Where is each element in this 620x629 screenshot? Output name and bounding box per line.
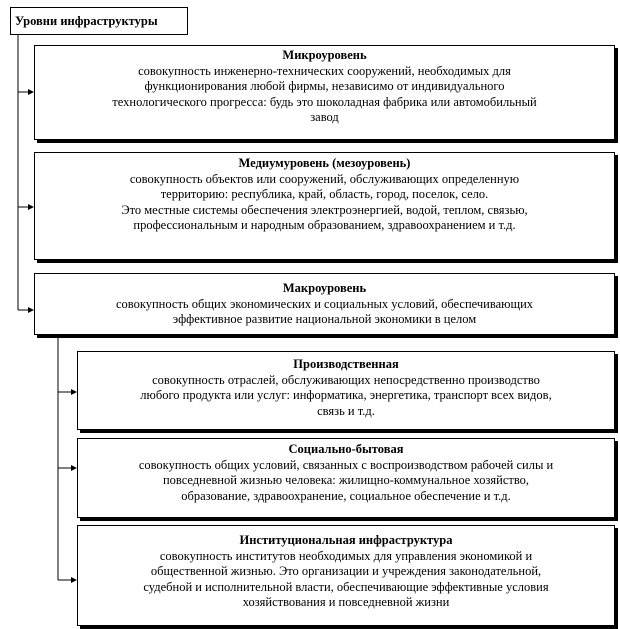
node-line: образование, здравоохранение, социальное обеспечение и т.д. — [181, 488, 511, 503]
node-institutional — [77, 525, 615, 626]
node-line: Это местные системы обеспечения электроэнергией, водой, теплом, связью, — [121, 202, 528, 217]
node-medium — [34, 152, 615, 260]
node-line: совокупность отраслей, обслуживающих непосредственно производство — [152, 372, 540, 387]
node-title: Медиумуровень (мезоуровень) — [238, 156, 411, 170]
node-line: функционирования любой фирмы, независимо от индивидуального — [144, 79, 505, 93]
node-line: территорию: республика, край, область, город, поселок, село. — [160, 187, 489, 201]
node-line: общественной жизнью. Это организации и учреждения законодательной, — [150, 564, 542, 578]
node-line: хозяйствования и повседневной жизни — [242, 595, 450, 609]
node-line: технологического прогресса: будь это шоколадная фабрика или автомобильный — [112, 94, 537, 109]
node-line: совокупность инженерно-технических сооружений, необходимых для — [138, 63, 511, 78]
node-social — [77, 438, 615, 518]
node-line: повседневной жизнью человека: жилищно-коммунальное хозяйство, — [162, 473, 530, 487]
node-line: совокупность объектов или сооружений, обслуживающих определенную — [129, 171, 520, 186]
node-title: Социально-бытовая — [288, 442, 404, 456]
node-line: совокупность общих условий, связанных с воспроизводством рабочей силы и — [138, 457, 554, 472]
node-title: Макроуровень — [282, 281, 367, 295]
node-line: совокупность общих экономических и социальных условий, обеспечивающих — [115, 296, 534, 311]
node-title: Производственная — [293, 357, 399, 371]
node-line: завод — [310, 110, 339, 124]
node-title: Институциональная инфраструктура — [239, 533, 453, 547]
node-line: профессиональным и народным образованием, здравоохранением и т.д. — [133, 218, 516, 232]
node-micro — [34, 45, 615, 140]
node-production — [77, 351, 615, 430]
node-title: Микроуровень — [282, 48, 367, 62]
node-macro — [34, 273, 615, 335]
node-line: связь и т.д. — [317, 403, 375, 418]
node-line: любого продукта или услуг: информатика, энергетика, транспорт всех видов, — [140, 388, 552, 402]
node-line: судебной и исполнительной власти, обеспечивающие эффективные условия — [143, 579, 549, 594]
node-line: совокупность институтов необходимых для управления экономикой и — [159, 548, 533, 563]
root-node: Уровни инфраструктуры — [10, 7, 188, 35]
node-line: эффективное развитие национальной экономики в целом — [172, 312, 477, 326]
